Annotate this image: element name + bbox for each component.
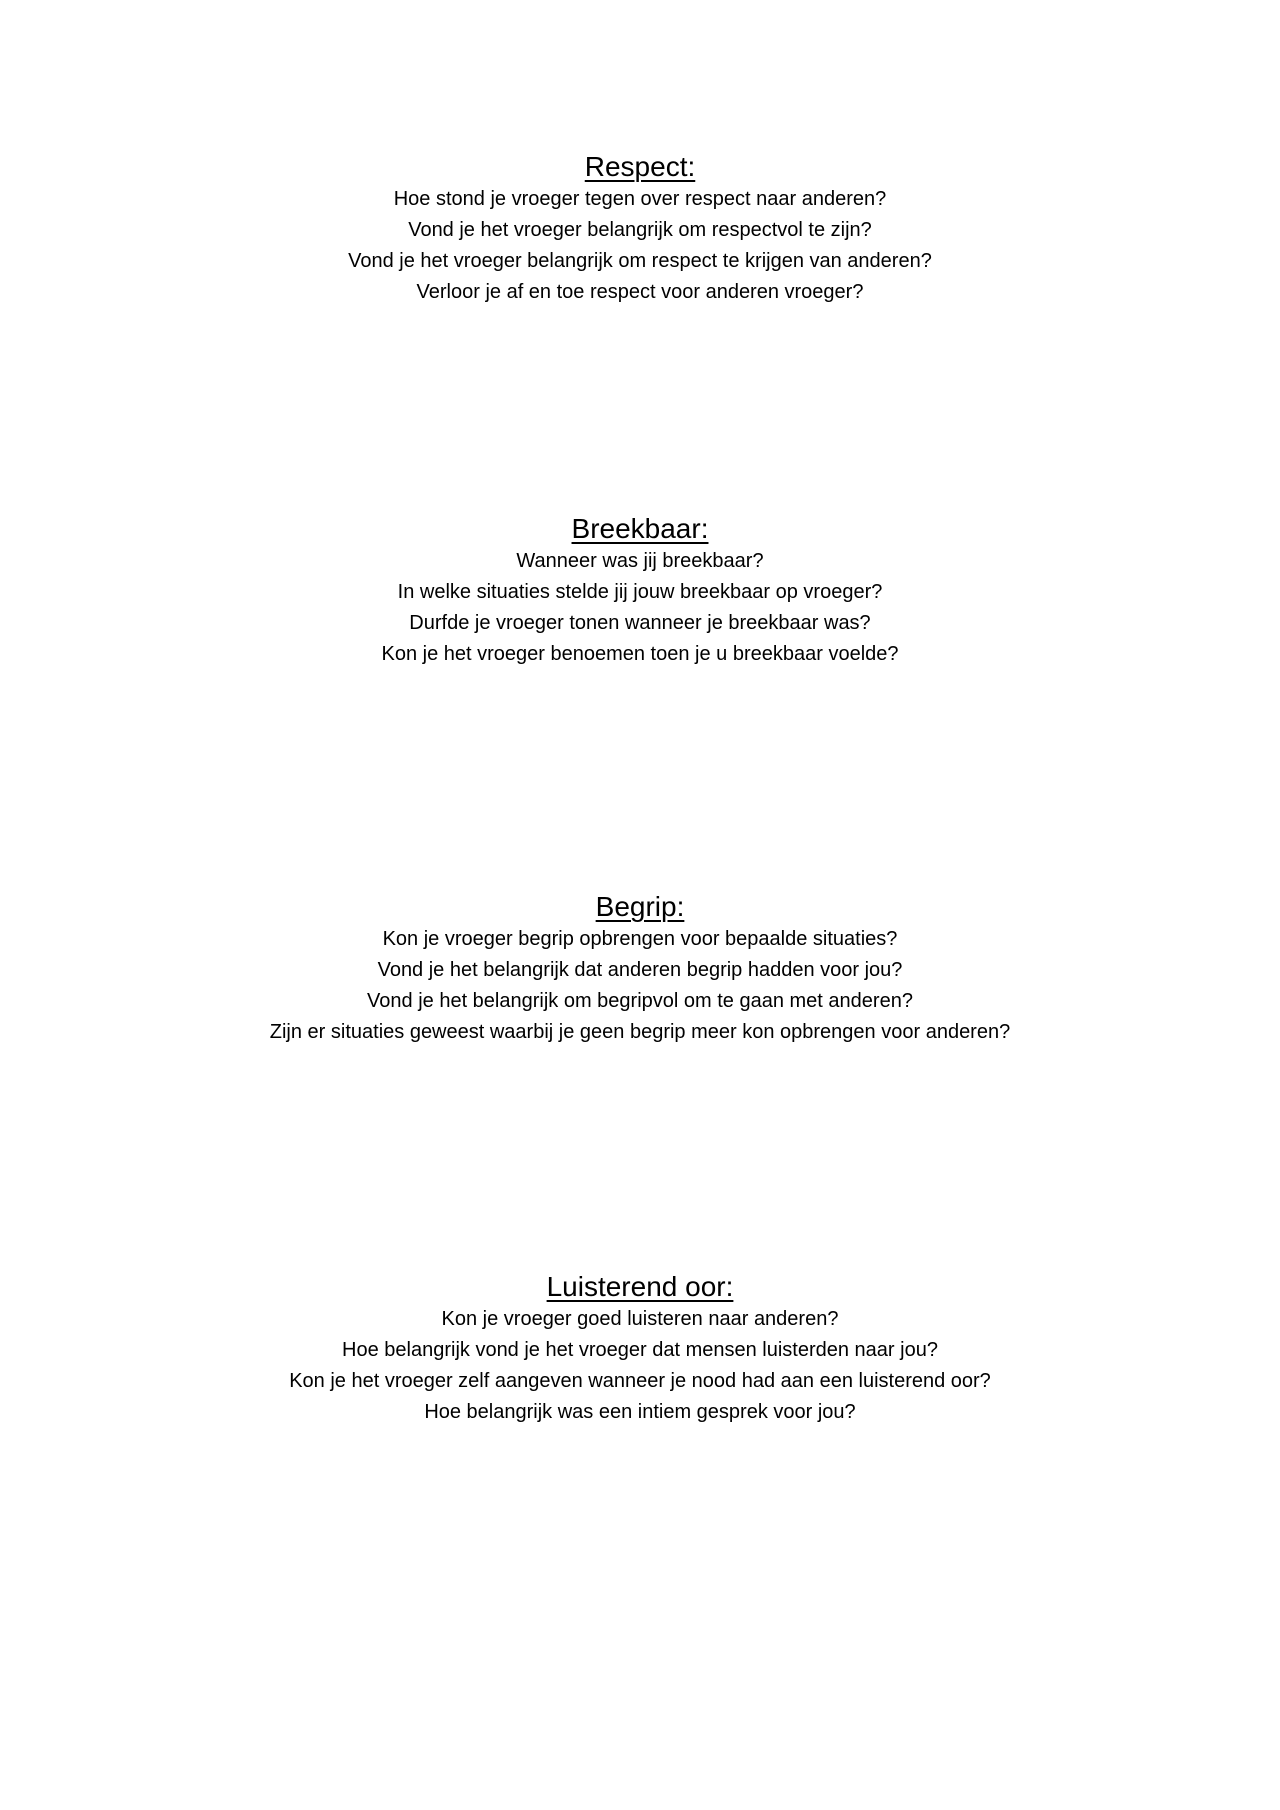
section-title: Luisterend oor: [546, 1271, 734, 1302]
question: Kon je vroeger begrip opbrengen voor bepaalde situaties? [382, 928, 898, 950]
section-title: Respect: [584, 151, 696, 182]
question: Durfde je vroeger tonen wanneer je breekbaar was? [409, 612, 871, 634]
question: Wanneer was jij breekbaar? [516, 550, 764, 572]
question: Hoe stond je vroeger tegen over respect naar anderen? [393, 188, 887, 210]
section-breekbaar [0, 512, 1280, 670]
question: In welke situaties stelde jij jouw breekbaar op vroeger? [397, 581, 883, 603]
question: Kon je het vroeger benoemen toen je u breekbaar voelde? [381, 643, 899, 665]
section-begrip [0, 890, 1280, 1048]
question: Hoe belangrijk was een intiem gesprek voor jou? [424, 1401, 856, 1423]
question: Vond je het vroeger belangrijk om respect te krijgen van anderen? [348, 250, 932, 272]
question: Verloor je af en toe respect voor anderen vroeger? [416, 281, 864, 303]
section-luisterend-oor [0, 1270, 1280, 1428]
section-title: Breekbaar: [571, 513, 709, 544]
question: Zijn er situaties geweest waarbij je geen begrip meer kon opbrengen voor anderen? [269, 1021, 1011, 1043]
question: Kon je het vroeger zelf aangeven wanneer je nood had aan een luisterend oor? [289, 1370, 991, 1392]
question: Kon je vroeger goed luisteren naar anderen? [441, 1308, 839, 1330]
section-title: Begrip: [595, 891, 685, 922]
question: Vond je het belangrijk om begripvol om te gaan met anderen? [367, 990, 913, 1012]
question: Hoe belangrijk vond je het vroeger dat mensen luisterden naar jou? [342, 1339, 938, 1361]
question: Vond je het belangrijk dat anderen begrip hadden voor jou? [377, 959, 903, 981]
question: Vond je het vroeger belangrijk om respectvol te zijn? [408, 219, 872, 241]
section-respect [0, 150, 1280, 308]
